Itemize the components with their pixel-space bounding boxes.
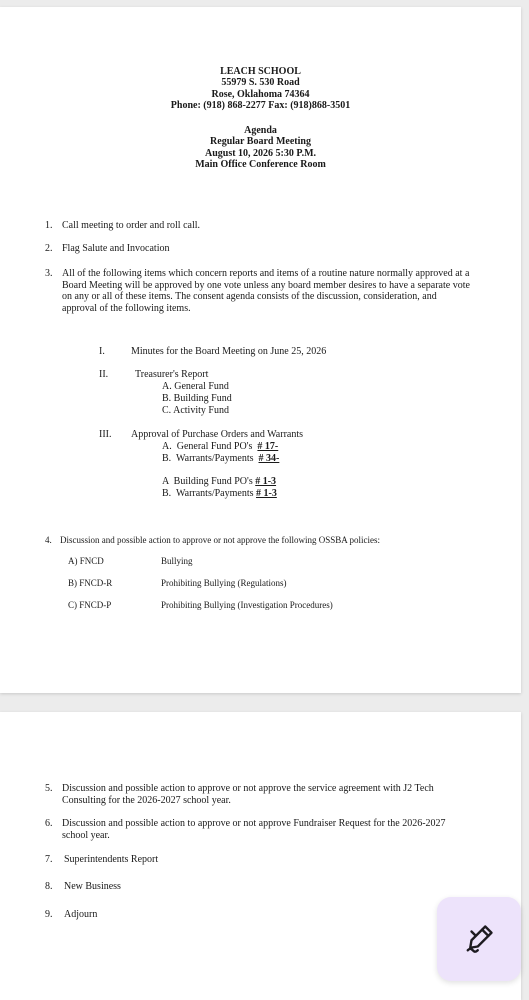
item-number: 4. [45, 535, 52, 545]
pen-edit-icon [464, 924, 494, 954]
agenda-item-6: Discussion and possible action to approve or not approve Fundraiser Request for the 2026-2027 school year. [62, 818, 446, 841]
policy-name: Bullying [161, 556, 193, 566]
sub-item-label: B. Warrants/Payments [162, 488, 256, 499]
sub-item-value: # 34- [258, 453, 280, 464]
school-address-line1: 55979 S. 530 Road [221, 77, 300, 88]
agenda-item-4: Discussion and possible action to approve or not approve the following OSSBA policies: [60, 535, 380, 545]
policy-code: C) FNCD-P [68, 600, 112, 610]
consent-number: I. [99, 346, 105, 357]
agenda-item-2: Flag Salute and Invocation [62, 243, 170, 254]
school-name: LEACH SCHOOL [220, 66, 301, 77]
agenda-item-3: All of the following items which concern reports and items of a routine nature normally approved at a Board Meeting will be approved by one vote unless any board member desires to have a separate vote on any or all of these items. The consent agenda consists of the discussion, consideration, and approval of the following items. [62, 268, 470, 314]
meeting-type: Regular Board Meeting [210, 136, 311, 147]
sub-item: C. Activity Fund [162, 405, 229, 416]
sub-item-label: B. Warrants/Payments [162, 453, 259, 464]
meeting-datetime: August 10, 2026 5:30 P.M. [204, 148, 317, 159]
school-phone-fax: Phone: (918) 868-2277 Fax: (918)868-3501 [170, 100, 351, 111]
sub-item-value: # 1-3 [255, 476, 277, 487]
sub-item-value: # 1-3 [256, 488, 277, 499]
consent-number: III. [99, 429, 112, 440]
sub-item [162, 488, 277, 500]
sub-item [162, 441, 278, 453]
agenda-item-8: New Business [64, 881, 121, 892]
sub-item [162, 476, 276, 488]
meeting-location: Main Office Conference Room [195, 159, 326, 170]
policy-code: A) FNCD [68, 556, 104, 566]
item-number: 8. [45, 881, 53, 892]
agenda-item-1: Call meeting to order and roll call. [62, 220, 201, 231]
item-number: 9. [45, 909, 53, 920]
item-number: 7. [45, 854, 53, 865]
school-address-line2: Rose, Oklahoma 74364 [211, 89, 310, 100]
item-number: 5. [45, 783, 53, 794]
agenda-item-5: Discussion and possible action to approve or not approve the service agreement with J2 Tech Consulting for the 2026-2027 school year. [62, 783, 434, 806]
consent-item-1: Minutes for the Board Meeting on June 25, 2026 [131, 346, 327, 357]
document-page-1 [0, 7, 521, 693]
agenda-title: Agenda [244, 125, 277, 136]
sub-item-label: A Building Fund PO's [162, 476, 256, 487]
item-number: 6. [45, 818, 53, 829]
policy-name: Prohibiting Bullying (Investigation Procedures) [161, 600, 333, 610]
policy-code: B) FNCD-R [68, 578, 113, 588]
consent-item-2: Treasurer's Report [135, 369, 209, 380]
item-number: 2. [45, 243, 53, 254]
agenda-item-7: Superintendents Report [64, 854, 159, 865]
item-number: 3. [45, 268, 53, 279]
item-number: 1. [45, 220, 53, 231]
agenda-item-9: Adjourn [64, 909, 98, 920]
sub-item-value: # 17- [257, 441, 279, 452]
consent-item-3: Approval of Purchase Orders and Warrants [131, 429, 304, 440]
sub-item [162, 453, 279, 465]
policy-name: Prohibiting Bullying (Regulations) [161, 578, 287, 588]
sub-item: B. Building Fund [162, 393, 232, 404]
sub-item-label: A. General Fund PO's [162, 441, 258, 452]
consent-number: II. [99, 369, 109, 380]
sub-item: A. General Fund [162, 381, 229, 392]
edit-fab-button[interactable] [437, 897, 521, 981]
